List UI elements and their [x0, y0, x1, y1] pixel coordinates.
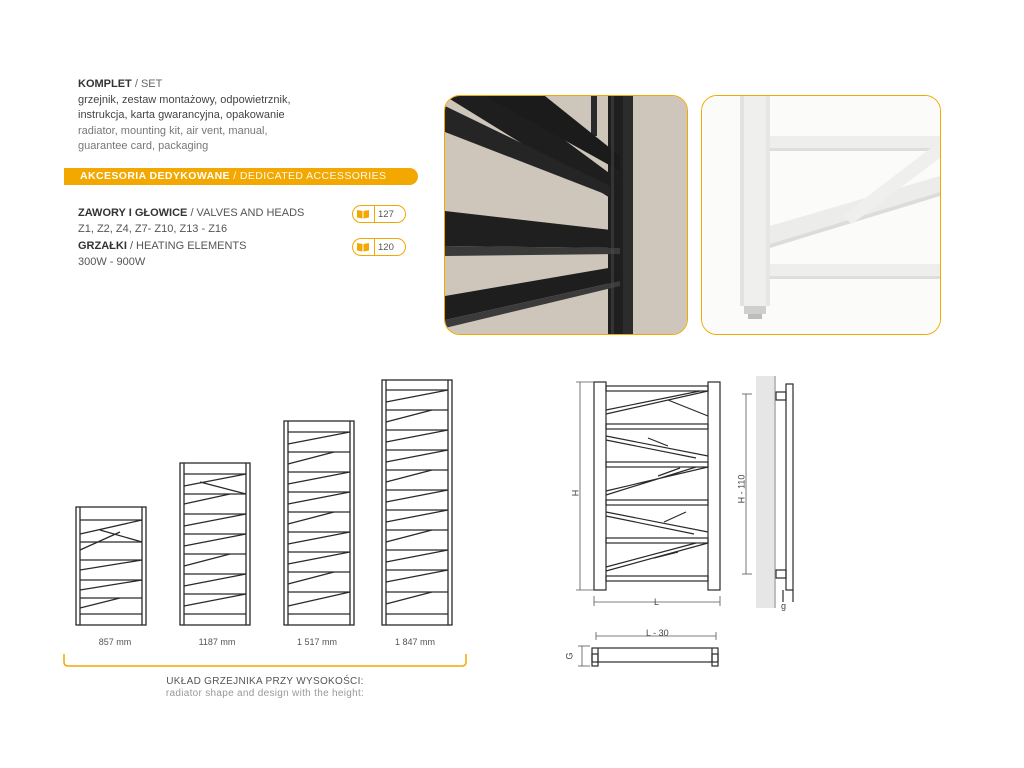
set-line-en-2: guarantee card, packaging	[78, 140, 209, 152]
radiator-1187	[180, 463, 250, 625]
layout-caption-pl: UKŁAD GRZEJNIKA PRZY WYSOKOŚCI:	[166, 676, 364, 687]
set-line-pl-2: instrukcja, karta gwarancyjna, opakowanie	[78, 109, 285, 121]
white-radiator-closeup-image	[702, 96, 940, 334]
accessory-valves-title-pl: ZAWORY I GŁOWICE	[78, 207, 188, 219]
accessory-heating-value: 300W - 900W	[78, 255, 146, 268]
height-label-1847: 1 847 mm	[394, 637, 436, 647]
page-ref-heating-number: 120	[378, 241, 394, 253]
accessories-header-bar	[64, 168, 418, 185]
page-ref-valves[interactable]	[352, 205, 406, 223]
accessory-valves-title-en: / VALVES AND HEADS	[187, 207, 305, 219]
set-title	[78, 77, 418, 93]
set-section	[78, 77, 418, 155]
photo-black-radiator	[444, 95, 688, 335]
technical-top-drawing	[560, 632, 730, 672]
dim-h-label: H	[570, 489, 581, 497]
book-icon	[356, 242, 370, 252]
dim-g-small-label: g	[781, 601, 787, 611]
photo-white-radiator	[701, 95, 941, 335]
accessory-valves	[78, 206, 368, 237]
dim-h110-label: H - 110	[736, 474, 747, 504]
dim-g-big-label: G	[564, 652, 575, 660]
page-ref-heating[interactable]	[352, 238, 406, 256]
accessories-header-pl: AKCESORIA DEDYKOWANE	[80, 170, 230, 182]
height-label-857: 857 mm	[98, 637, 132, 647]
accessory-heating	[78, 239, 368, 270]
radiator-layouts-diagram	[60, 370, 470, 640]
black-radiator-closeup-image	[445, 96, 687, 334]
accessory-heating-title-pl: GRZAŁKI	[78, 240, 127, 252]
set-title-pl: KOMPLET	[78, 78, 132, 90]
book-icon	[356, 209, 370, 219]
layout-caption-en: radiator shape and design with the height:	[165, 688, 365, 699]
height-label-1187: 1187 mm	[198, 637, 236, 647]
dim-l-label: L	[654, 597, 660, 607]
page-ref-valves-number: 127	[378, 208, 394, 220]
height-label-1517: 1 517 mm	[296, 637, 338, 647]
radiator-857	[76, 507, 146, 625]
layout-bracket	[62, 652, 468, 670]
radiator-1847	[382, 380, 452, 625]
accessory-heating-title-en: / HEATING ELEMENTS	[126, 240, 247, 252]
technical-front-drawing	[568, 376, 728, 608]
set-line-en-1: radiator, mounting kit, air vent, manual,	[78, 124, 268, 137]
technical-side-drawing	[736, 376, 806, 608]
radiator-1517	[284, 421, 354, 625]
set-title-en: / SET	[134, 78, 163, 90]
accessory-valves-value: Z1, Z2, Z4, Z7- Z10, Z13 - Z16	[78, 222, 228, 235]
dim-l30-label: L - 30	[646, 628, 669, 638]
layout-caption	[64, 676, 466, 700]
accessories-header-en: / DEDICATED ACCESSORIES	[229, 170, 387, 182]
set-line-pl-1: grzejnik, zestaw montażowy, odpowietrznik,	[78, 93, 291, 106]
